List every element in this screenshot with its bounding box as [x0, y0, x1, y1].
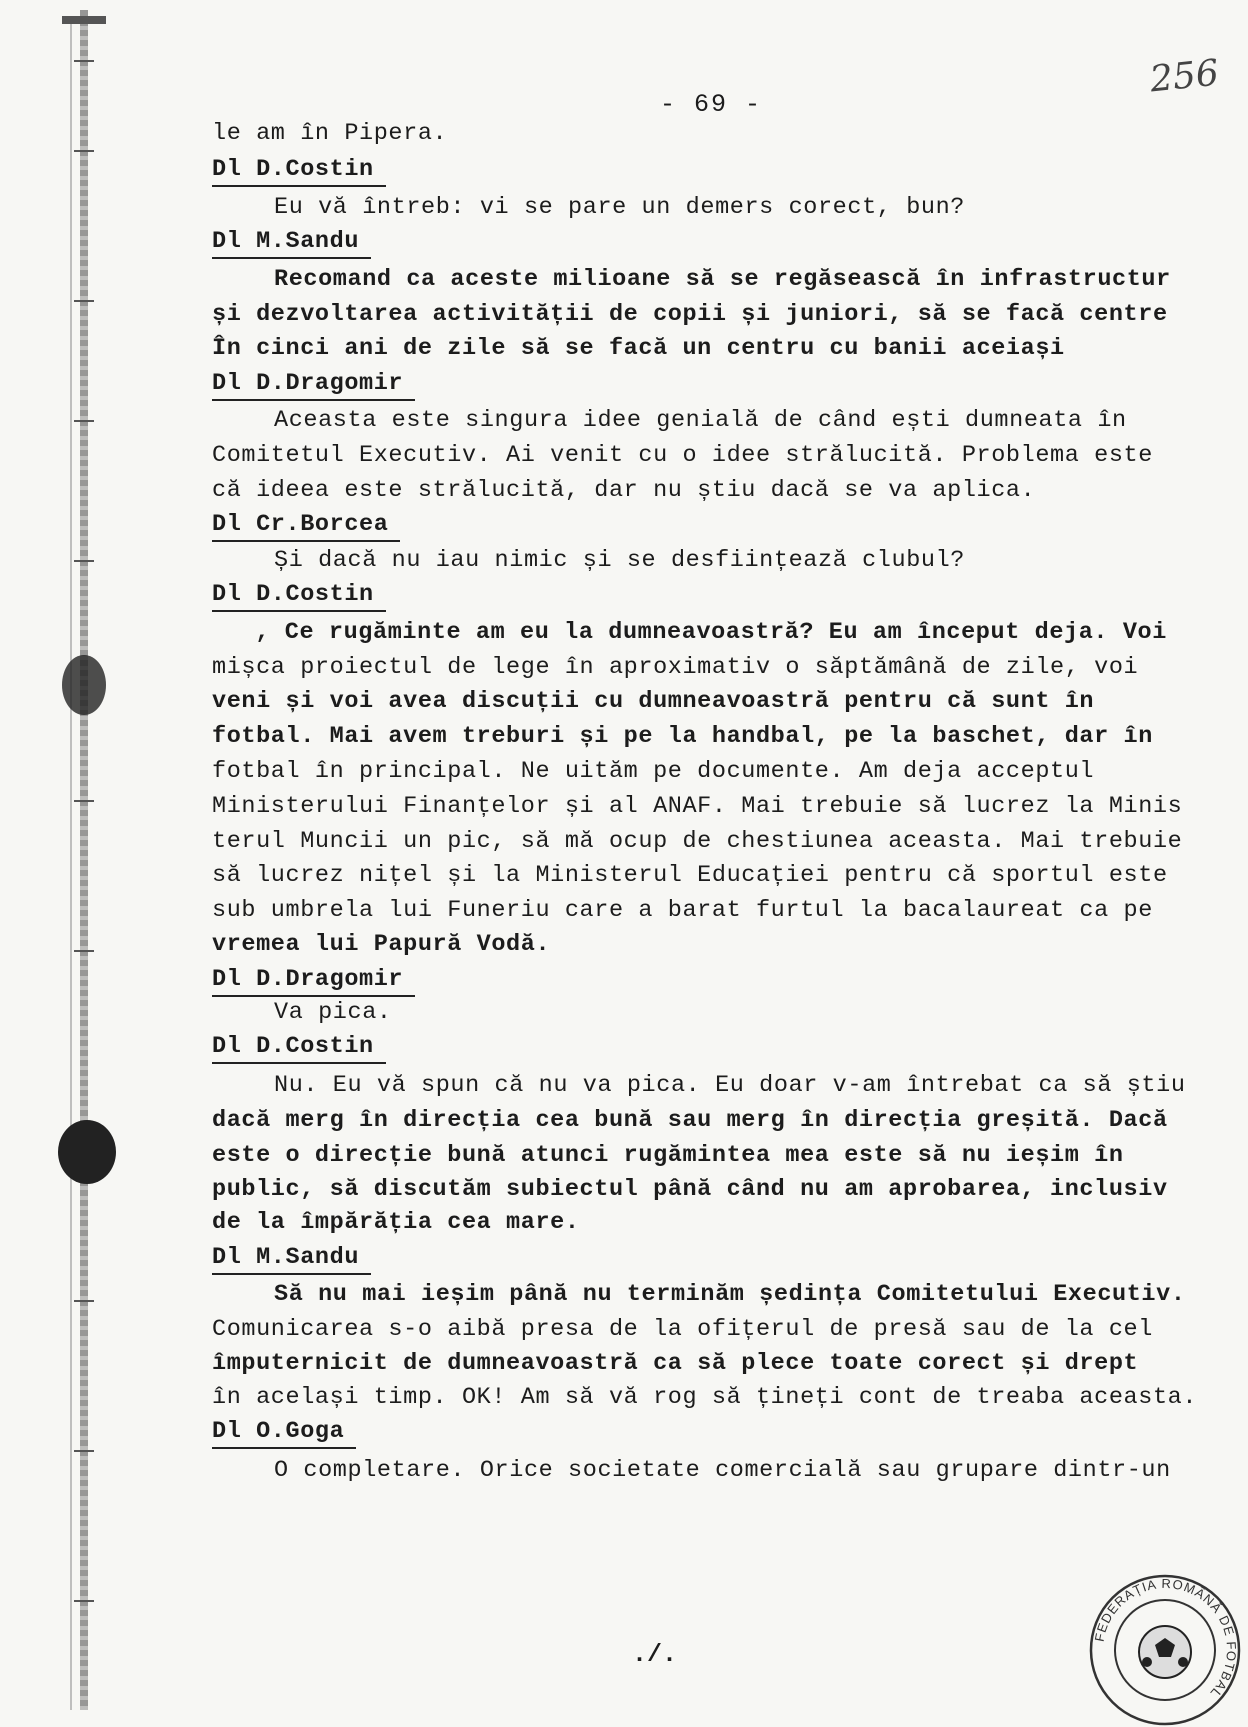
transcript-line: terul Muncii un pic, să mă ocup de chestiunea aceasta. Mai trebuie [212, 828, 1183, 855]
transcript-line: și dezvoltarea activității de copii și juniori, să se facă centre [212, 301, 1168, 328]
transcript-line: vremea lui Papură Vodă. [212, 931, 551, 958]
transcript-line: Nu. Eu vă spun că nu va pica. Eu doar v-am întrebat ca să știu [274, 1072, 1186, 1099]
transcript-line: Eu vă întreb: vi se pare un demers corect, bun? [274, 194, 966, 221]
transcript-line: Și dacă nu iau nimic și se desființează clubul? [274, 547, 966, 574]
binder-clip-top [62, 655, 106, 715]
transcript-line: Recomand ca aceste milioane să se regăsească în infrastructur [274, 266, 1171, 293]
binder-tick [74, 560, 94, 562]
binder-tick [74, 1300, 94, 1302]
speaker-label: Dl O.Goga [212, 1420, 356, 1449]
federation-seal-stamp [1085, 1570, 1245, 1727]
binder-tick [74, 420, 94, 422]
transcript-line: În cinci ani de zile să se facă un centru cu banii aceiași [212, 335, 1065, 362]
page-number: - 69 - [660, 90, 763, 119]
binder-tick [74, 60, 94, 62]
transcript-line: fotbal. Mai avem treburi și pe la handbal, pe la baschet, dar în [212, 723, 1153, 750]
transcript-line: împuternicit de dumneavoastră ca să plece toate corect și drept [212, 1350, 1139, 1377]
speaker-label: Dl D.Costin [212, 158, 386, 187]
transcript-line: de la împărăția cea mare. [212, 1209, 580, 1236]
svg-text:FEDERAȚIA ROMÂNĂ DE FOTBAL: FEDERAȚIA ROMÂNĂ DE FOTBAL [1091, 1575, 1240, 1702]
speaker-label: Dl M.Sandu [212, 230, 371, 259]
transcript-line: Va pica. [274, 999, 392, 1026]
transcript-line: mișca proiectul de lege în aproximativ o săptămână de zile, voi [212, 654, 1139, 681]
speaker-label: Dl D.Costin [212, 1035, 386, 1064]
binder-rod [80, 10, 88, 1710]
binder-tick [74, 950, 94, 952]
transcript-line: Comitetul Executiv. Ai venit cu o idee strălucită. Problema este [212, 442, 1153, 469]
transcript-line: Aceasta este singura idee genială de când ești dumneata în [274, 407, 1127, 434]
handwritten-folio-number: 256 [1148, 52, 1221, 101]
transcript-line: fotbal în principal. Ne uităm pe documente. Am deja acceptul [212, 758, 1095, 785]
transcript-line: Ministerului Finanțelor și al ANAF. Mai trebuie să lucrez la Minis [212, 793, 1183, 820]
binder-clip-bottom [58, 1120, 116, 1184]
transcript-line: în același timp. OK! Am să vă rog să țineți cont de treaba aceasta. [212, 1384, 1198, 1411]
transcript-line: să lucrez nițel și la Ministerul Educației pentru că sportul este [212, 862, 1168, 889]
binder-tick [74, 800, 94, 802]
transcript-line: Să nu mai ieșim până nu terminăm ședința Comitetului Executiv. [274, 1281, 1186, 1308]
transcript-line: Comunicarea s-o aibă presa de la ofițerul de presă sau de la cel [212, 1316, 1153, 1343]
transcript-line: O completare. Orice societate comercială sau grupare dintr-un [274, 1457, 1171, 1484]
transcript-line: dacă merg în direcția cea bună sau merg în direcția greșită. Dacă [212, 1107, 1168, 1134]
binder-rail [70, 20, 72, 1710]
continuation-mark: ./. [632, 1640, 678, 1669]
binder-tick [74, 1450, 94, 1452]
speaker-label: Dl Cr.Borcea [212, 513, 400, 542]
binder-tick [74, 150, 94, 152]
binder-tick [74, 1600, 94, 1602]
transcript-line: că ideea este strălucită, dar nu știu dacă se va aplica. [212, 477, 1036, 504]
transcript-line: veni și voi avea discuții cu dumneavoastră pentru că sunt în [212, 688, 1095, 715]
transcript-line: , Ce rugăminte am eu la dumneavoastră? Eu am început deja. Voi [255, 619, 1167, 646]
speaker-label: Dl M.Sandu [212, 1246, 371, 1275]
transcript-line: public, să discutăm subiectul până când nu am aprobarea, inclusiv [212, 1176, 1168, 1203]
speaker-label: Dl D.Dragomir [212, 968, 415, 997]
transcript-line: este o direcție bună atunci rugămintea mea este să nu ieșim în [212, 1142, 1124, 1169]
speaker-label: Dl D.Costin [212, 583, 386, 612]
binder-strip [40, 0, 130, 1727]
transcript-line: le am în Pipera. [212, 120, 448, 147]
speaker-label: Dl D.Dragomir [212, 372, 415, 401]
transcript-line: sub umbrela lui Funeriu care a barat furtul la bacalaureat ca pe [212, 897, 1153, 924]
binder-cap [62, 16, 106, 24]
binder-tick [74, 300, 94, 302]
